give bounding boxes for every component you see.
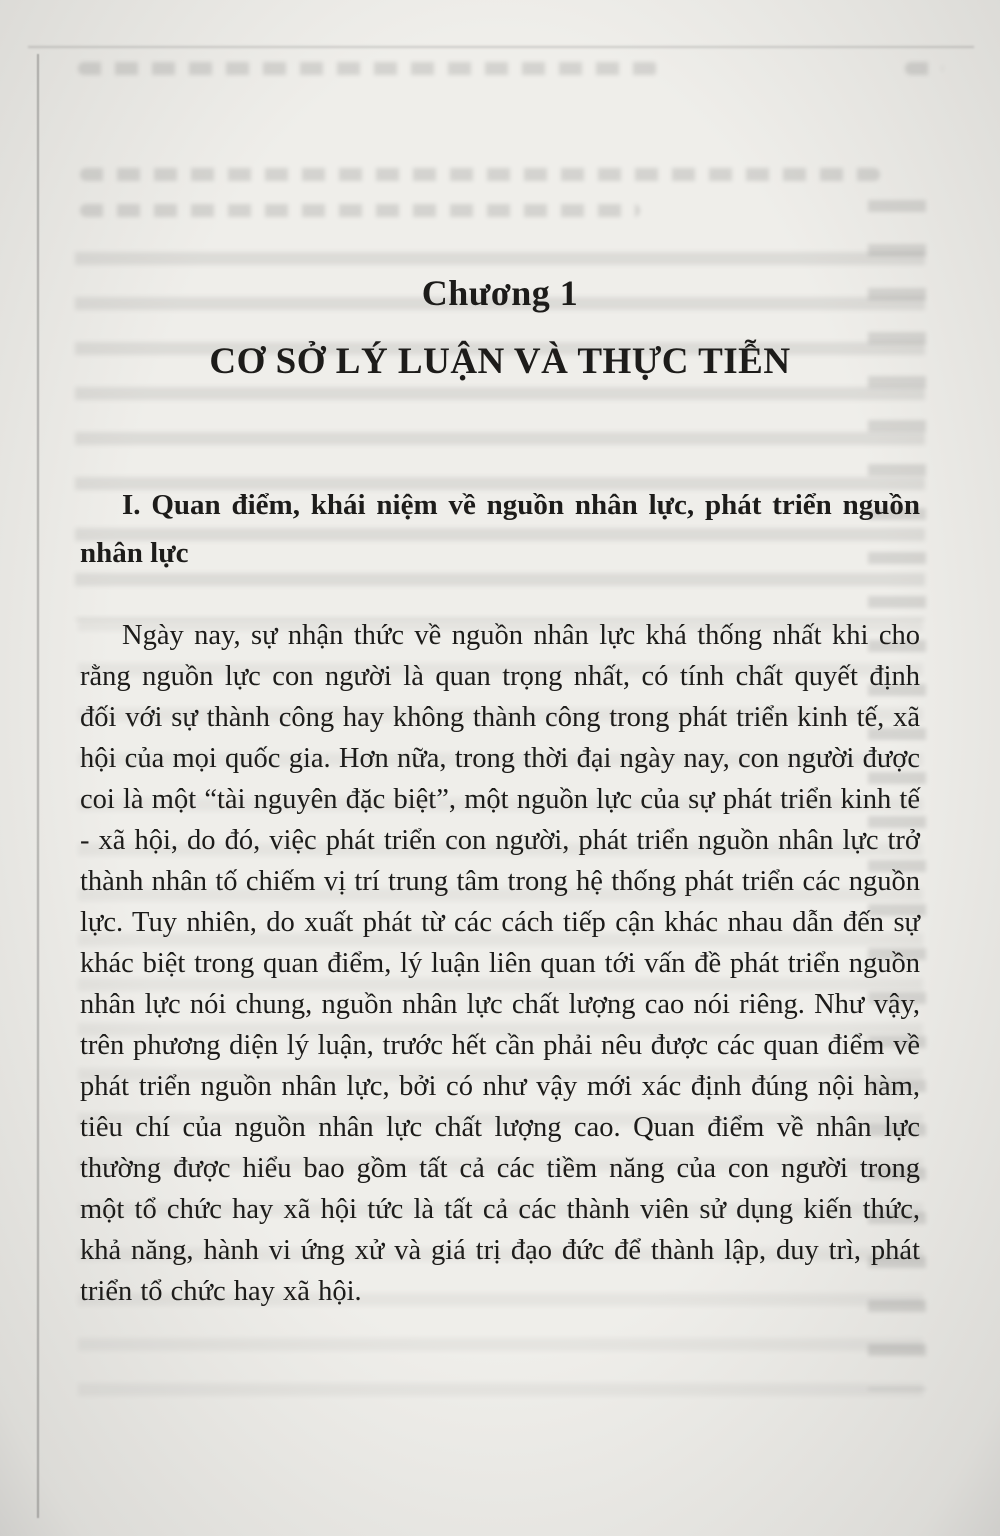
chapter-title: CƠ SỞ LÝ LUẬN VÀ THỰC TIỄN: [209, 341, 791, 382]
body-paragraph: Ngày nay, sự nhận thức về nguồn nhân lực khá thống nhất khi cho rằng nguồn lực con người là quan trọng nhất, có tính chất quyết định đối với sự thành công hay không thành công trong phát triển kinh tế, xã hội của mọi quốc gia. Hơn nữa, trong thời đại ngày nay, con người được coi là một “tài nguyên đặc biệt”, một nguồn lực của sự phát triển kinh tế - xã hội, do đó, việc phát triển con người, phát triển nguồn nhân lực trở thành nhân tố chiếm vị trí trung tâm trong hệ thống phát triển các nguồn lực. Tuy nhiên, do xuất phát từ các cách tiếp cận khác nhau dẫn đến sự khác biệt trong quan điểm, lý luận liên quan tới vấn đề phát triển nguồn nhân lực nói chung, nguồn nhân lực chất lượng cao nói riêng. Như vậy, trên phương diện lý luận, trước hết cần phải nêu được các quan điểm về phát triển nguồn nhân lực, bởi có như vậy mới xác định đúng nội hàm, tiêu chí của nguồn nhân lực chất lượng cao. Quan điểm về nhân lực thường được hiểu bao gồm tất cả các tiềm năng của con người trong một tổ chức hay xã hội tức là tất cả các thành viên sử dụng kiến thức, khả năng, hành vi ứng xử và giá trị đạo đức để thành lập, duy trì, phát triển tổ chức hay xã hội.: [80, 620, 920, 1307]
section-heading: I. Quan điểm, khái niệm về nguồn nhân lực, phát triển nguồn nhân lực: [80, 489, 920, 569]
chapter-label: Chương 1: [421, 273, 579, 313]
page-left-edge-line: [37, 54, 39, 1518]
page-content: [80, 0, 920, 1312]
